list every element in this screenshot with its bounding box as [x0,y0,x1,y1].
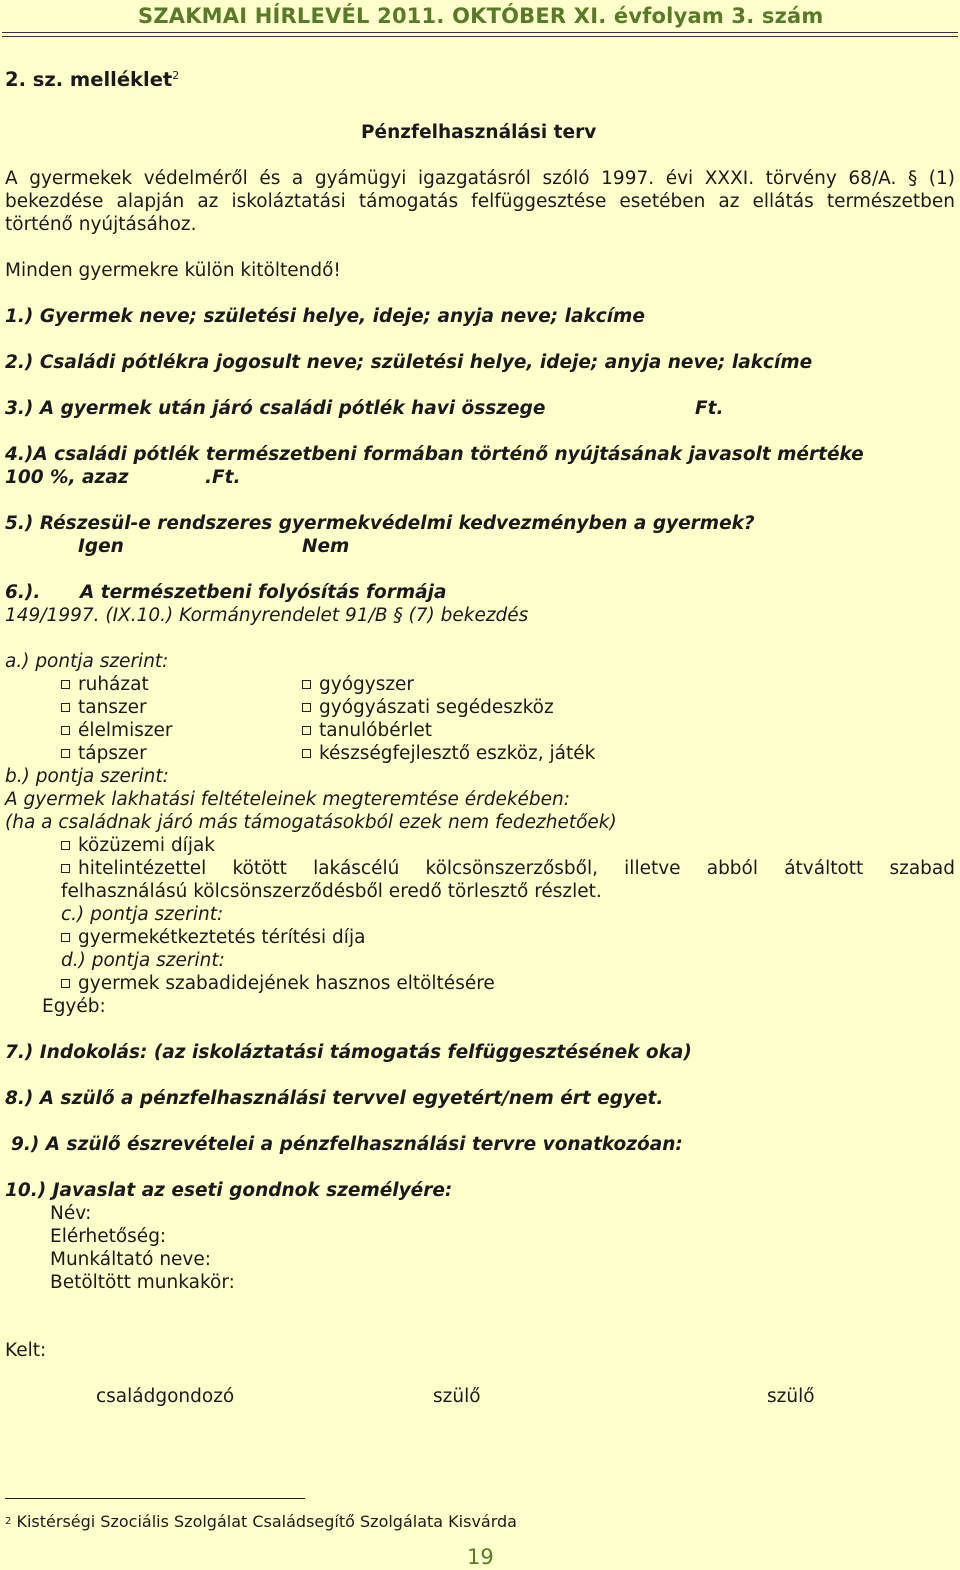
question-7: 7.) Indokolás: (az iskoláztatási támogatás felfüggesztésének oka) [5,1042,692,1063]
checkbox-icon [61,726,70,735]
question-2-text: Családi pótlékra jogosult neve; születési helye, ideje; anyja neve; lakcíme [39,352,813,373]
option-tanszer [61,696,147,719]
annex-label-text: 2. sz. melléklet [5,68,173,91]
option-tanuloberlet [302,719,432,742]
checkbox-icon [61,749,70,758]
option-label: gyermek szabadidejének hasznos eltöltésére [78,973,495,994]
option-label: ruházat [78,674,149,695]
question-6-reference: 149/1997. (IX.10.) Kormányrendelet 91/B § (7) bekezdés [5,605,529,626]
option-tapszer [61,742,147,765]
field-name: Név: [50,1203,92,1224]
intro-line-1: A gyermekek védelméről és a gyámügyi igazgatásról szóló 1997. évi XXXI. törvény 68/A. § (1) [5,168,955,189]
option-elelmiszer [61,719,173,742]
other-label: Egyéb: [42,996,106,1017]
question-6-text: A természetbeni folyósítás formája [80,582,447,603]
checkbox-icon [61,979,70,988]
option-label: gyógyszer [319,674,415,695]
option-label: gyógyászati segédeszköz [319,697,554,718]
page-number: 19 [467,1545,494,1569]
option-ruhazat [61,673,149,696]
question-5-text: Részesül-e rendszeres gyermekvédelmi kedvezményben a gyermek? [39,513,755,534]
answer-yes: Igen [78,536,124,557]
checkbox-icon [61,933,70,942]
option-gyogyaszati-segedeszkoz [302,696,554,719]
checkbox-icon [302,703,311,712]
question-3-text: A gyermek után járó családi pótlék havi összege [39,398,546,419]
section-d-heading: d.) pontja szerint: [61,950,225,971]
footnote [5,1512,517,1532]
question-9: 9.) A szülő észrevételei a pénzfelhasználási tervre vonatkozóan: [11,1134,683,1155]
header-divider-top [2,32,958,33]
option-label: tanszer [78,697,147,718]
section-b-line-2: (ha a családnak járó más támogatásokból ezek nem fedezhetőek) [5,812,617,833]
section-b-heading: b.) pontja szerint: [5,766,169,787]
header-divider-bottom [2,36,958,37]
footnote-text: Kistérségi Szociális Szolgálat Családsegítő Szolgálata Kisvárda [16,1512,517,1531]
answer-no: Nem [302,536,350,557]
question-5 [5,512,755,535]
checkbox-icon [61,864,70,873]
newsletter-header: SZAKMAI HÍRLEVÉL 2011. OKTÓBER XI. évfolyam 3. szám [138,4,824,28]
option-label: gyermekétkeztetés térítési díja [78,927,366,948]
option-kozuzemi-dijak [61,834,215,857]
checkbox-icon [61,841,70,850]
section-b-line-1: A gyermek lakhatási feltételeinek megteremtése érdekében: [5,789,570,810]
checkbox-icon [61,703,70,712]
question-1-text: Gyermek neve; születési helye, ideje; anyja neve; lakcíme [39,306,645,327]
intro-line-2: bekezdése alapján az iskoláztatási támogatás felfüggesztése esetében az ellátás természetben [5,191,955,212]
question-1 [5,305,645,328]
section-a-heading: a.) pontja szerint: [5,651,169,672]
option-keszsegfejleszto [302,742,595,765]
option-label: közüzemi díjak [78,835,216,856]
option-label: készségfejlesztő eszköz, játék [319,743,596,764]
checkbox-icon [302,749,311,758]
question-3-num: 3.) [5,398,34,419]
option-gyogyszer [302,673,414,696]
question-2-num: 2.) [5,352,34,373]
signature-parent-1: szülő [433,1386,481,1407]
field-position: Betöltött munkakör: [50,1272,235,1293]
question-6-num: 6.). [5,582,41,603]
option-torleszto-reszlet [61,857,955,880]
option-szabadido [61,972,495,995]
option-torleszto-reszlet-cont: felhasználású kölcsönszerződésből eredő törlesztő részlet. [61,881,602,902]
question-3 [5,397,545,420]
question-4-text: A családi pótlék természetbeni formában történő nyújtásának javasolt mértéke [33,444,864,465]
question-4-num: 4.) [5,444,34,465]
intro-line-3: történő nyújtásához. [5,214,197,235]
question-10: 10.) Javaslat az eseti gondnok személyére: [5,1180,453,1201]
question-4-currency: .Ft. [205,467,241,488]
option-label: hitelintézettel kötött lakáscélú kölcsönszerzősből, illetve abból átváltott szabad [78,858,955,879]
field-employer: Munkáltató neve: [50,1249,211,1270]
question-5-num: 5.) [5,513,34,534]
question-4-line-1 [5,443,864,466]
footnote-divider [5,1498,305,1499]
signature-parent-2: szülő [767,1386,815,1407]
document-title: Pénzfelhasználási terv [361,122,597,143]
date-label: Kelt: [5,1340,47,1361]
section-c-heading: c.) pontja szerint: [61,904,224,925]
question-3-unit: Ft. [695,398,724,419]
checkbox-icon [61,680,70,689]
footnote-number: 2 [5,1516,12,1527]
question-4-amount-label: 100 %, azaz [5,467,129,488]
question-2 [5,351,812,374]
option-gyermeketkeztetes [61,926,365,949]
footnote-ref: 2 [172,69,180,82]
checkbox-icon [302,680,311,689]
question-1-num: 1.) [5,306,34,327]
option-label: tanulóbérlet [319,720,433,741]
option-label: tápszer [78,743,147,764]
annex-label [5,68,179,91]
field-contact: Elérhetőség: [50,1226,167,1247]
fill-note: Minden gyermekre külön kitöltendő! [5,260,341,281]
question-8: 8.) A szülő a pénzfelhasználási tervvel egyetért/nem ért egyet. [5,1088,664,1109]
signature-caseworker: családgondozó [96,1386,235,1407]
option-label: élelmiszer [78,720,173,741]
checkbox-icon [302,726,311,735]
